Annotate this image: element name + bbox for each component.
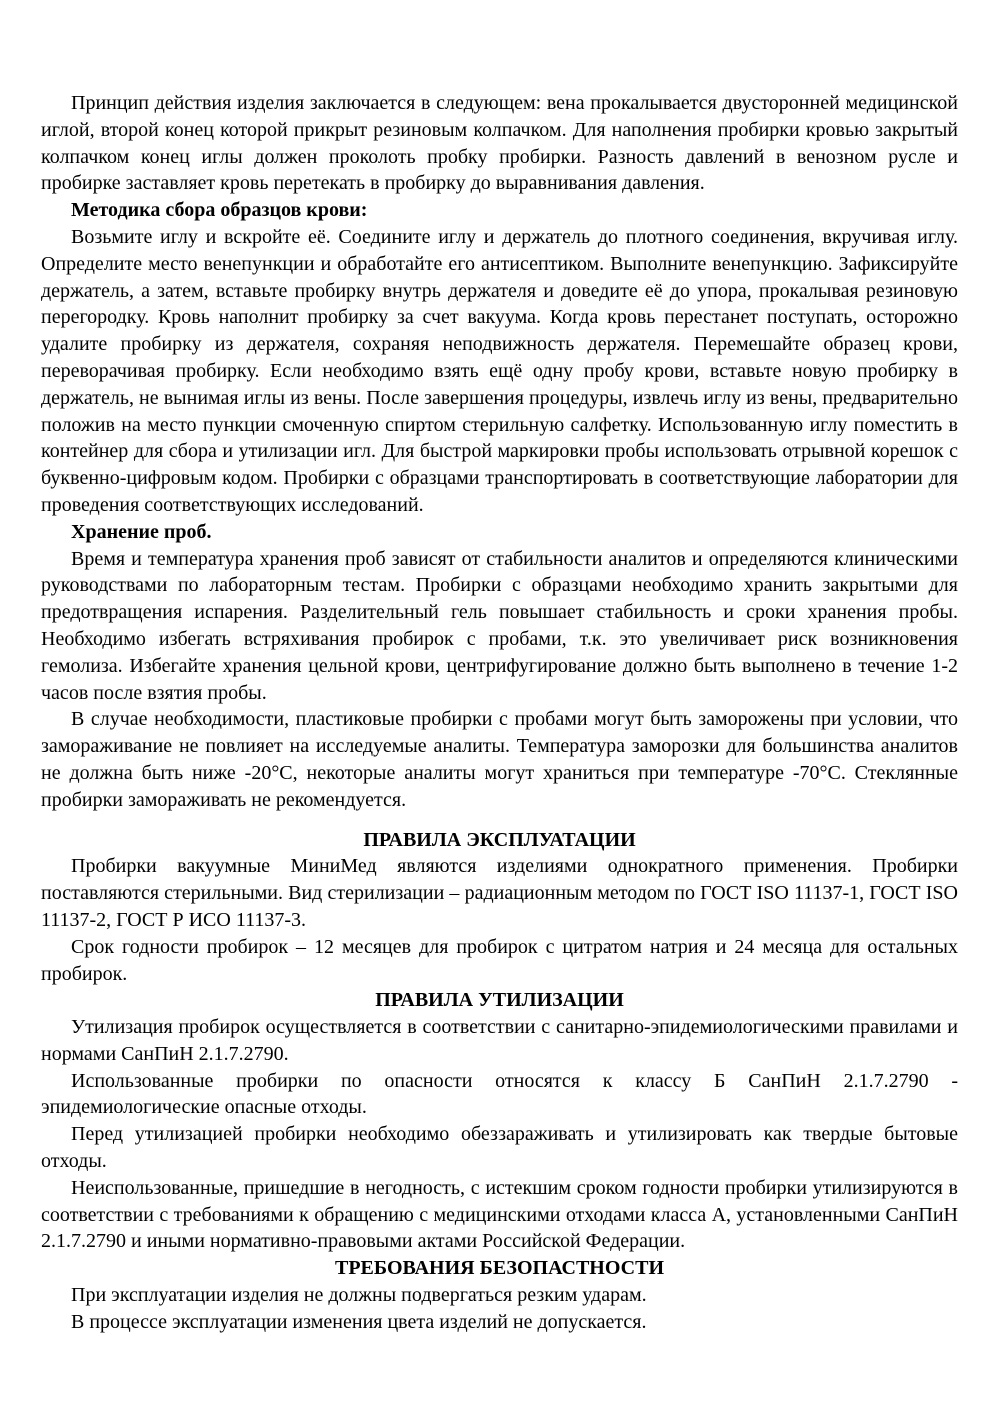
paragraph: В процессе эксплуатации изменения цвета изделий не допускается. bbox=[71, 1310, 647, 1333]
section-heading: ТРЕБОВАНИЯ БЕЗОПАСТНОСТИ bbox=[334, 1257, 665, 1280]
subheading: Методика сбора образцов крови: bbox=[71, 199, 368, 222]
paragraph: Утилизация пробирок осуществляется в соответствии с санитарно-эпидемиологическими правилами и нормами СанПиН 2.1.7.2790. bbox=[41, 1016, 958, 1065]
subheading: Хранение проб. bbox=[71, 520, 212, 543]
paragraph: При эксплуатации изделия не должны подвергаться резким ударам. bbox=[71, 1284, 647, 1307]
paragraph: Использованные пробирки по опасности относятся к классу Б СанПиН 2.1.7.2790 - эпидемиологические опасные отходы. bbox=[41, 1069, 958, 1119]
paragraph: Время и температура хранения проб зависят от стабильности аналитов и определяются клиническими руководствами по лабораторным тестам. Пробирки с образцами необходимо хранить закрытыми для предотвращения испарения. Разделительный гель повышает стабильность и сроки хранения пробы. Необходимо избегать встряхивания пробирок с пробами, т.к. это увеличивает риск возникновения гемолиза. Избегайте хранения цельной крови, центрифугирование должно быть выполнено в течение 1-2 часов после взятия пробы. bbox=[41, 547, 958, 704]
paragraph: Пробирки вакуумные МиниМед являются изделиями однократного применения. Пробирки поставляются стерильными. Вид стерилизации – радиационным методом по ГОСТ ISO 11137-1, ГОСТ ISO 11137-2, ГОСТ Р ИСО 11137-3. bbox=[41, 855, 958, 931]
paragraph: Принцип действия изделия заключается в следующем: вена прокалывается двусторонней медицинской иглой, второй конец которой прикрыт резиновым колпачком. Для наполнения пробирки кровью закрытый колпачком конец иглы должен проколоть пробку пробирки. Разность давлений в венозном русле и пробирке заставляет кровь перетекать в пробирку до выравнивания давления. bbox=[41, 92, 958, 195]
paragraph: Неиспользованные, пришедшие в негодность, с истекшим сроком годности пробирки утилизируются в соответствии с требованиями к обращению с медицинскими отходами класса А, установленными СанПиН 2.1.7.2790 и иными нормативно-правовыми актами Российской Федерации. bbox=[41, 1176, 958, 1253]
paragraph: Возьмите иглу и вскройте её. Соедините иглу и держатель до плотного соединения, вкручивая иглу. Определите место венепункции и обработайте его антисептиком. Выполните венепункцию. Зафиксируйте держатель, а затем, вставьте пробирку внутрь держателя и доведите её до упора, прокалывая резиновую перегородку. Кровь наполнит пробирку за счет вакуума. Когда кровь перестанет поступать, осторожно удалите пробирку из держателя, сохраняя неподвижность держателя. Перемешайте образец крови, переворачивая пробирку. Если необходимо взять ещё одну пробу крови, вставьте новую пробирку в держатель, не вынимая иглы из вены. После завершения процедуры, извлечь иглу из вены, предварительно положив на место пункции смоченную спиртом стерильную салфетку. Использованную иглу поместить в контейнер для сбора и утилизации игл. Для быстрой маркировки пробы использовать отрывной корешок с буквенно-цифровым кодом. Пробирки с образцами транспортировать в соответствующие лаборатории для проведения соответствующих исследований. bbox=[41, 225, 958, 516]
paragraph: Срок годности пробирок – 12 месяцев для пробирок с цитратом натрия и 24 месяца для остальных пробирок. bbox=[41, 935, 958, 985]
paragraph: Перед утилизацией пробирки необходимо обеззараживать и утилизировать как твердые бытовые отходы. bbox=[41, 1123, 958, 1173]
paragraph: В случае необходимости, пластиковые пробирки с пробами могут быть заморожены при условии, что замораживание не повлияет на исследуемые аналиты. Температура заморозки для большинства аналитов не должна быть ниже -20°С, некоторые аналиты могут храниться при температуре -70°С. Стеклянные пробирки замораживать не рекомендуется. bbox=[41, 708, 958, 811]
section-heading: ПРАВИЛА ЭКСПЛУАТАЦИИ bbox=[363, 828, 636, 851]
section-heading: ПРАВИЛА УТИЛИЗАЦИИ bbox=[375, 989, 624, 1012]
